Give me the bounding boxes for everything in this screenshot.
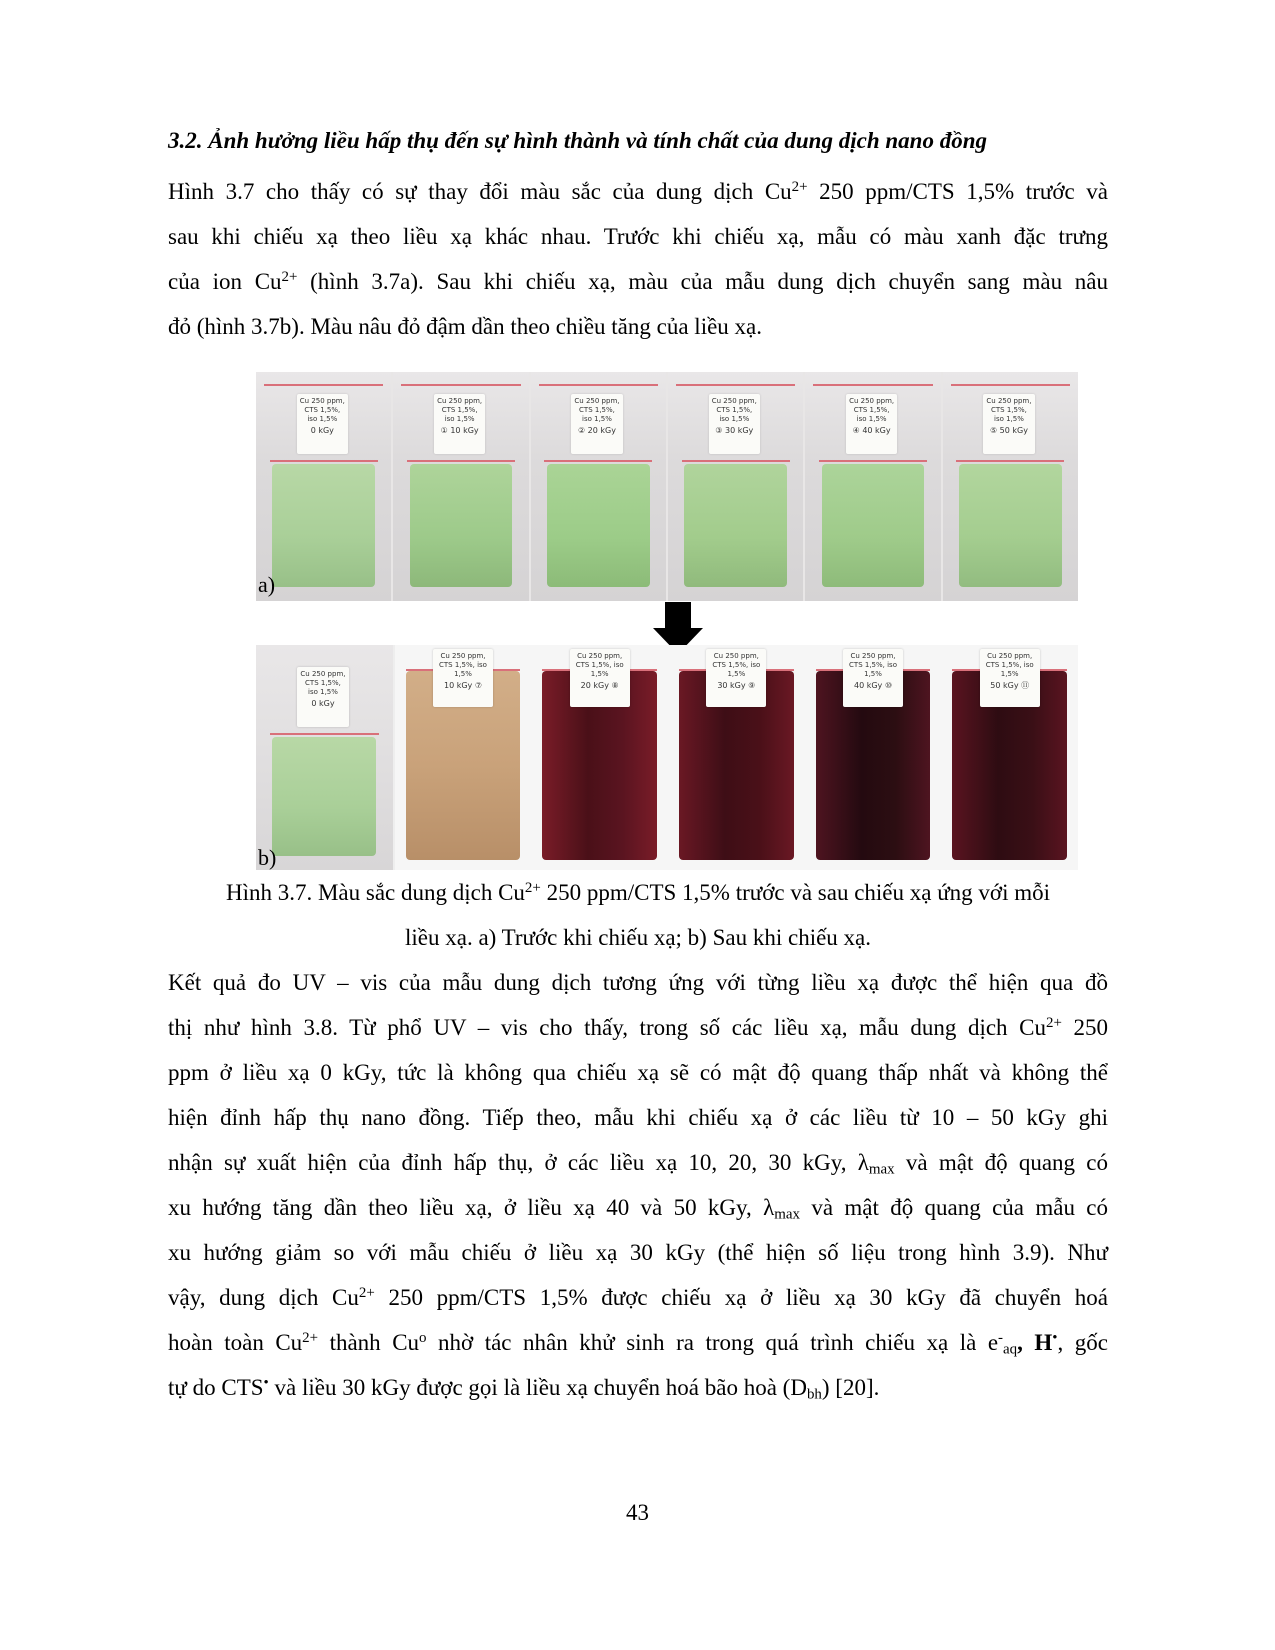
body-line-9: hoàn toàn $Cu^{2+}$ thành Cu$^o$ nhờ tác nhân khử sinh ra trong quá trình chiếu xạ là $e^-_{aq}$, H•, gốc xyxy=(168,1329,1108,1358)
sample-bag-a-30kgy xyxy=(668,372,805,601)
panel-a-label: a) xyxy=(258,572,276,597)
sample-bag-b-30kgy xyxy=(668,645,805,870)
sample-label: Cu 250 ppm, CTS 1,5%, iso 1,5% ⑤ 50 kGy xyxy=(983,394,1034,454)
sample-bag-a-10kgy xyxy=(393,372,530,601)
green-solution xyxy=(959,464,1062,587)
sample-bag-b-0kgy xyxy=(256,645,395,870)
sample-bag-b-50kgy xyxy=(941,645,1078,870)
green-solution xyxy=(272,464,375,587)
sample-bag-b-40kgy xyxy=(805,645,942,870)
sample-label: Cu 250 ppm, CTS 1,5%, iso 1,5% 40 kGy ⑩ xyxy=(843,649,903,707)
caption-line-2: liều xạ. a) Trước khi chiếu xạ; b) Sau khi chiếu xạ. xyxy=(405,925,871,950)
section-heading: 3.2. Ảnh hưởng liều hấp thụ đến sự hình thành và tính chất của dung dịch nano đồng xyxy=(168,128,987,153)
sample-bag-a-50kgy xyxy=(943,372,1078,601)
sample-label: Cu 250 ppm, CTS 1,5%, iso 1,5% 20 kGy ⑧ xyxy=(570,649,630,707)
body-line-7: xu hướng giảm so với mẫu chiếu ở liều xạ 30 kGy (thể hiện số liệu trong hình 3.9). Như xyxy=(168,1240,1108,1265)
body-line-8: vậy, dung dịch $Cu^{2+}$ 250 ppm/CTS 1,5% được chiếu xạ ở liều xạ 30 kGy đã chuyển hoá xyxy=(168,1284,1108,1310)
sample-bag-a-0kgy xyxy=(256,372,393,601)
panel-b-label: b) xyxy=(258,845,277,870)
sample-label: Cu 250 ppm, CTS 1,5%, iso 1,5% 0 kGy xyxy=(297,394,348,454)
green-solution xyxy=(410,464,513,587)
body-line-1: Kết quả đo UV – vis của mẫu dung dịch tương ứng với từng liều xạ được thể hiện qua đồ xyxy=(168,970,1108,995)
body-line-3: ppm ở liều xạ 0 kGy, tức là không qua chiếu xạ sẽ có mật độ quang thấp nhất và không thể xyxy=(168,1060,1108,1085)
green-solution xyxy=(684,464,787,587)
body-line-5: nhận sự xuất hiện của đỉnh hấp thụ, ở các liều xạ 10, 20, 30 kGy, $\lambda_{max}$ và mật độ quang có xyxy=(168,1150,1108,1178)
sample-label: Cu 250 ppm, CTS 1,5%, iso 1,5% ② 20 kGy xyxy=(571,394,622,454)
intro-line-2: sau khi chiếu xạ theo liều xạ khác nhau. Trước khi chiếu xạ, mẫu có màu xanh đặc trưng xyxy=(168,224,1108,249)
green-solution xyxy=(547,464,650,587)
intro-line-1: Hình 3.7 cho thấy có sự thay đổi màu sắc của dung dịch $Cu^{2+}$ 250 ppm/CTS 1,5% trước và xyxy=(168,178,1108,204)
sample-bag-b-20kgy xyxy=(531,645,668,870)
sample-label: Cu 250 ppm, CTS 1,5%, iso 1,5% ③ 30 kGy xyxy=(709,394,760,454)
intro-line-3: của ion $Cu^{2+}$ (hình 3.7a). Sau khi chiếu xạ, màu của mẫu dung dịch chuyển sang màu nâu xyxy=(168,268,1109,294)
body-line-6: xu hướng tăng dần theo liều xạ, ở liều xạ 40 và 50 kGy, $\lambda_{max}$ và mật độ quang của mẫu có xyxy=(168,1195,1108,1223)
sample-label: Cu 250 ppm, CTS 1,5%, iso 1,5% 10 kGy ⑦ xyxy=(433,649,493,707)
sample-label: Cu 250 ppm, CTS 1,5%, iso 1,5% ① 10 kGy xyxy=(434,394,485,454)
sample-bag-a-40kgy xyxy=(805,372,942,601)
sample-bag-b-10kgy xyxy=(395,645,532,870)
figure-panel-b-photo xyxy=(256,645,1078,870)
caption-line-1: Hình 3.7. Màu sắc dung dịch $Cu^{2+}$ 250 ppm/CTS 1,5% trước và sau chiếu xạ ứng với mỗi xyxy=(225,879,1051,905)
figure-panel-a-photo xyxy=(256,372,1078,601)
body-line-4: hiện đỉnh hấp thụ nano đồng. Tiếp theo, mẫu khi chiếu xạ ở các liều từ 10 – 50 kGy ghi xyxy=(168,1105,1108,1130)
sample-bag-a-20kgy xyxy=(531,372,668,601)
sample-label: Cu 250 ppm, CTS 1,5%, iso 1,5% 30 kGy ⑨ xyxy=(706,649,766,707)
green-solution xyxy=(272,737,376,856)
intro-line-4: đỏ (hình 3.7b). Màu nâu đỏ đậm dần theo chiều tăng của liều xạ. xyxy=(168,314,763,339)
body-line-2: thị như hình 3.8. Từ phổ UV – vis cho thấy, trong số các liều xạ, mẫu dung dịch $Cu^{2+}$ 250 xyxy=(168,1014,1109,1040)
sample-label: Cu 250 ppm, CTS 1,5%, iso 1,5% 50 kGy ⑪ xyxy=(980,649,1040,707)
sample-label: Cu 250 ppm, CTS 1,5%, iso 1,5% ④ 40 kGy xyxy=(846,394,897,454)
page-number: 43 xyxy=(626,1500,649,1525)
body-line-10: tự do CTS• và liều 30 kGy được gọi là liều xạ chuyển hoá bão hoà $(D_{bh})$ [20]. xyxy=(168,1374,880,1403)
green-solution xyxy=(822,464,925,587)
sample-label: Cu 250 ppm, CTS 1,5%, iso 1,5% 0 kGy xyxy=(297,667,349,727)
